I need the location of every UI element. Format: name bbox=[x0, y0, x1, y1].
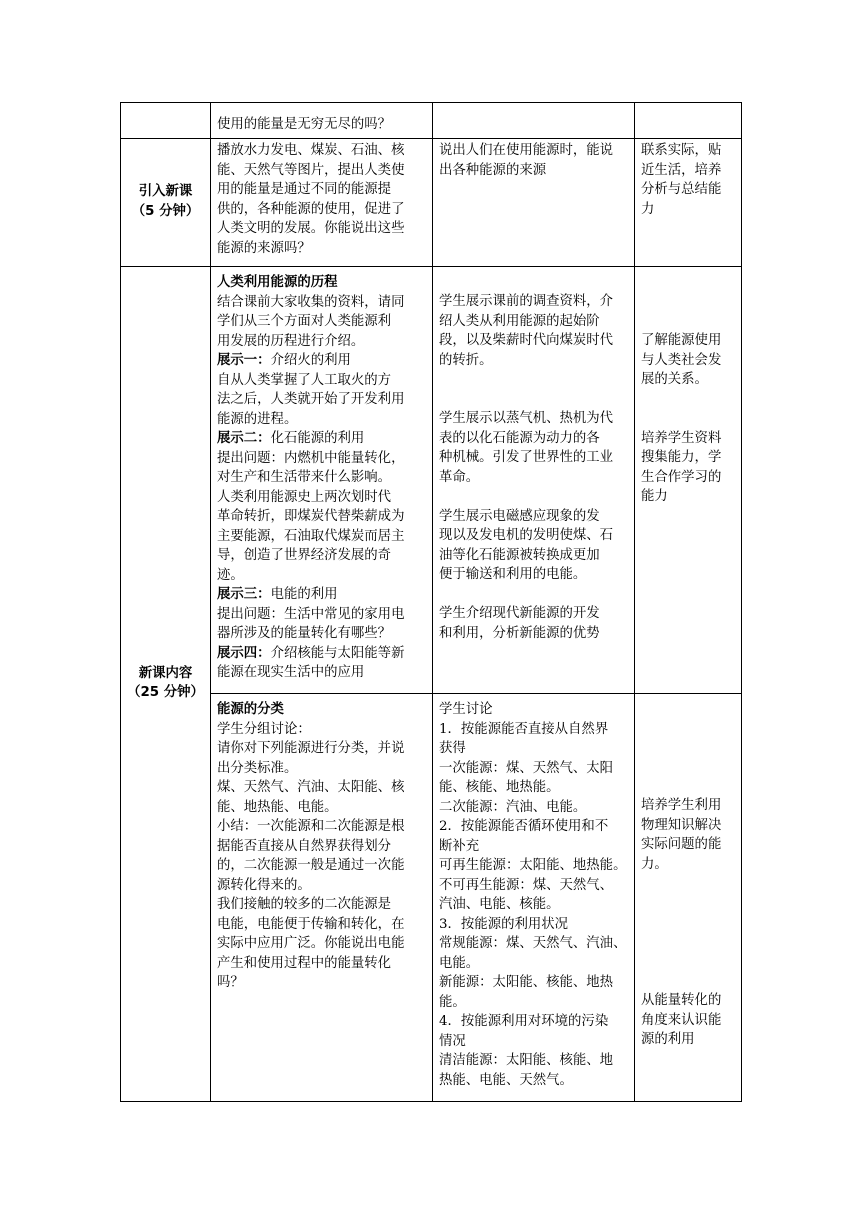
showcase-label: 展示二： bbox=[217, 431, 271, 446]
text-line: 热能、电能、天然气。 bbox=[439, 1072, 573, 1088]
text-line: 小结：一次能源和二次能源是根 bbox=[217, 819, 405, 834]
text-line: 2．按能源能否循环使用和不 bbox=[439, 819, 609, 834]
showcase-label: 展示一： bbox=[217, 353, 271, 368]
text-line: 学生展示以蒸气机、热机为代 bbox=[439, 411, 614, 426]
text-line: 4．按能源利用对环境的污染 bbox=[439, 1014, 609, 1029]
text-line: 提出问题：内燃机中能量转化， bbox=[217, 450, 405, 466]
teacher-activity-cell bbox=[211, 139, 433, 267]
text-line: 产生和使用过程中的能量转化 bbox=[217, 955, 392, 971]
text-line: 能源在现实生活中的应用 bbox=[217, 665, 365, 680]
stage-duration: （25 分钟） bbox=[127, 685, 204, 700]
design-intent-cell bbox=[635, 694, 742, 1102]
table-row-introduction bbox=[121, 139, 742, 267]
student-activity-cell bbox=[433, 694, 635, 1102]
text-line: 搜集能力，学 bbox=[641, 450, 722, 465]
stage-title: 引入新课 bbox=[138, 184, 193, 199]
text-line: 3．按能源的利用状况 bbox=[439, 916, 569, 932]
text-line: 分析与总结能 bbox=[641, 182, 722, 197]
table-row-continuation bbox=[121, 103, 742, 139]
text-line: 导，创造了世界经济发展的奇 bbox=[217, 548, 392, 563]
text-line: 的，二次能源一般是通过一次能 bbox=[217, 858, 405, 873]
text-line: 一次能源：煤、天然气、太阳 bbox=[439, 760, 614, 776]
text-line: 使用的能量是无穷无尽的吗？ bbox=[217, 116, 392, 132]
text-line: 电能，电能便于传输和转化，在 bbox=[217, 916, 405, 932]
text-line: 自从人类掌握了人工取火的方 bbox=[217, 372, 392, 388]
table-row-energy-history bbox=[121, 267, 742, 694]
text-line: 联系实际，贴 bbox=[641, 143, 722, 158]
text-line: 培养学生利用 bbox=[641, 798, 722, 813]
text-line: 人类利用能源史上两次划时代 bbox=[217, 489, 392, 505]
design-intent-cell bbox=[635, 267, 742, 694]
showcase-title: 介绍火的利用 bbox=[270, 353, 351, 368]
text-line: 供的，各种能源的使用，促进了 bbox=[217, 201, 405, 217]
text-line: 人类文明的发展。你能说出这些 bbox=[217, 221, 405, 236]
showcase-label: 展示三： bbox=[217, 587, 271, 602]
text-line: 能源的来源吗？ bbox=[217, 240, 311, 256]
section-heading: 人类利用能源的历程 bbox=[217, 275, 338, 290]
text-line: 常规能源：煤、天然气、汽油、 bbox=[439, 936, 627, 951]
text-line: 学生分组讨论： bbox=[217, 721, 311, 737]
text-line: 二次能源：汽油、电能。 bbox=[439, 799, 587, 815]
text-line: 学生讨论 bbox=[439, 702, 493, 717]
text-line: 1．按能源能否直接从自然界 bbox=[439, 721, 609, 737]
showcase-title: 介绍核能与太阳能等新 bbox=[270, 645, 405, 661]
text-line: 迹。 bbox=[217, 567, 244, 583]
text-line: 了解能源使用 bbox=[641, 333, 722, 348]
text-line: 与人类社会发 bbox=[641, 352, 722, 368]
text-line: 器所涉及的能量转化有哪些？ bbox=[217, 626, 392, 641]
text-line: 法之后，人类就开始了开发利用 bbox=[217, 392, 405, 407]
text-line: 断补充 bbox=[439, 838, 480, 854]
text-line: 情况 bbox=[439, 1033, 466, 1049]
text-line: 从能量转化的 bbox=[641, 993, 722, 1008]
text-line: 培养学生资料 bbox=[641, 430, 722, 446]
text-line: 说出人们在使用能源时，能说 bbox=[439, 143, 614, 158]
text-line: 展的关系。 bbox=[641, 372, 708, 387]
showcase-label: 展示四： bbox=[217, 645, 271, 661]
text-line: 绍人类从利用能源的起始阶 bbox=[439, 313, 600, 329]
text-line: 种机械。引发了世界性的工业 bbox=[439, 450, 614, 465]
text-line: 提出问题：生活中常见的家用电 bbox=[217, 606, 405, 622]
student-activity-cell-empty bbox=[433, 103, 635, 139]
text-line: 能。 bbox=[439, 994, 466, 1010]
text-line: 便于输送和利用的电能。 bbox=[439, 567, 587, 582]
text-line: 能、地热能、电能。 bbox=[217, 799, 338, 815]
text-line: 汽油、电能、核能。 bbox=[439, 897, 560, 912]
text-line: 和利用，分析新能源的优势 bbox=[439, 625, 600, 641]
text-line: 源转化得来的。 bbox=[217, 877, 311, 893]
text-line: 革命转折，即煤炭代替柴薪成为 bbox=[217, 509, 405, 524]
showcase-title: 电能的利用 bbox=[270, 587, 338, 602]
text-line: 能、核能、地热能。 bbox=[439, 780, 560, 795]
text-line: 能力 bbox=[641, 489, 668, 504]
student-activity-cell bbox=[433, 267, 635, 694]
text-line: 可再生能源：太阳能、地热能。 bbox=[439, 858, 627, 873]
text-line: 能源的进程。 bbox=[217, 411, 298, 427]
text-line: 表的以化石能源为动力的各 bbox=[439, 430, 600, 446]
text-line: 角度来认识能 bbox=[641, 1012, 722, 1028]
lesson-plan-table bbox=[120, 102, 742, 1102]
text-line: 学们从三个方面对人类能源利 bbox=[217, 314, 392, 329]
text-line: 播放水力发电、煤炭、石油、核 bbox=[217, 143, 405, 158]
text-line: 学生展示课前的调查资料，介 bbox=[439, 294, 614, 309]
text-line: 出分类标准。 bbox=[217, 760, 298, 776]
text-line: 主要能源，石油取代煤炭而居主 bbox=[217, 528, 405, 544]
teacher-activity-cell bbox=[211, 267, 433, 694]
text-line: 油等化石能源被转换成更加 bbox=[439, 547, 600, 563]
text-line: 获得 bbox=[439, 741, 466, 756]
text-line: 新能源：太阳能、核能、地热 bbox=[439, 975, 614, 990]
text-line: 的转折。 bbox=[439, 352, 493, 368]
text-line: 请你对下列能源进行分类，并说 bbox=[217, 741, 405, 756]
showcase-title: 化石能源的利用 bbox=[270, 431, 365, 446]
text-line: 革命。 bbox=[439, 469, 480, 485]
text-line: 现以及发电机的发明使煤、石 bbox=[439, 528, 614, 543]
text-line: 能、天然气等图片，提出人类使 bbox=[217, 162, 405, 178]
section-heading: 能源的分类 bbox=[217, 702, 284, 717]
teacher-activity-cell bbox=[211, 694, 433, 1102]
text-line: 生合作学习的 bbox=[641, 469, 722, 485]
stage-cell-introduction bbox=[121, 139, 211, 267]
student-activity-cell bbox=[433, 139, 635, 267]
text-line: 近生活，培养 bbox=[641, 162, 722, 178]
text-line: 对生产和生活带来什么影响。 bbox=[217, 470, 392, 485]
text-line: 我们接触的较多的二次能源是 bbox=[217, 897, 392, 912]
text-line: 力 bbox=[641, 201, 655, 217]
design-intent-cell-empty bbox=[635, 103, 742, 139]
text-line: 力。 bbox=[641, 856, 668, 872]
text-line: 吗？ bbox=[217, 975, 244, 990]
text-line: 实际中应用广泛。你能说出电能 bbox=[217, 936, 405, 951]
stage-cell-empty bbox=[121, 103, 211, 139]
text-line: 用发展的历程进行介绍。 bbox=[217, 333, 365, 349]
stage-title: 新课内容 bbox=[138, 665, 193, 681]
teacher-activity-cell bbox=[211, 103, 433, 139]
text-line: 用的能量是通过不同的能源提 bbox=[217, 182, 392, 197]
text-line: 煤、天然气、汽油、太阳能、核 bbox=[217, 780, 405, 795]
text-line: 不可再生能源：煤、天然气、 bbox=[439, 877, 614, 893]
text-line: 实际问题的能 bbox=[641, 837, 722, 852]
table-row-energy-classification bbox=[121, 694, 742, 1102]
text-line: 段，以及柴薪时代向煤炭时代 bbox=[439, 333, 614, 348]
text-line: 源的利用 bbox=[641, 1032, 695, 1047]
design-intent-cell bbox=[635, 139, 742, 267]
text-line: 电能。 bbox=[439, 955, 480, 971]
text-line: 物理知识解决 bbox=[641, 817, 722, 833]
text-line: 结合课前大家收集的资料，请同 bbox=[217, 294, 405, 310]
text-line: 出各种能源的来源 bbox=[439, 162, 547, 178]
text-line: 学生展示电磁感应现象的发 bbox=[439, 508, 600, 524]
stage-cell-new-content bbox=[121, 267, 211, 1102]
text-line: 清洁能源：太阳能、核能、地 bbox=[439, 1053, 614, 1068]
text-line: 学生介绍现代新能源的开发 bbox=[439, 606, 600, 621]
stage-duration: （5 分钟） bbox=[131, 203, 200, 219]
text-line: 据能否直接从自然界获得划分 bbox=[217, 838, 392, 854]
